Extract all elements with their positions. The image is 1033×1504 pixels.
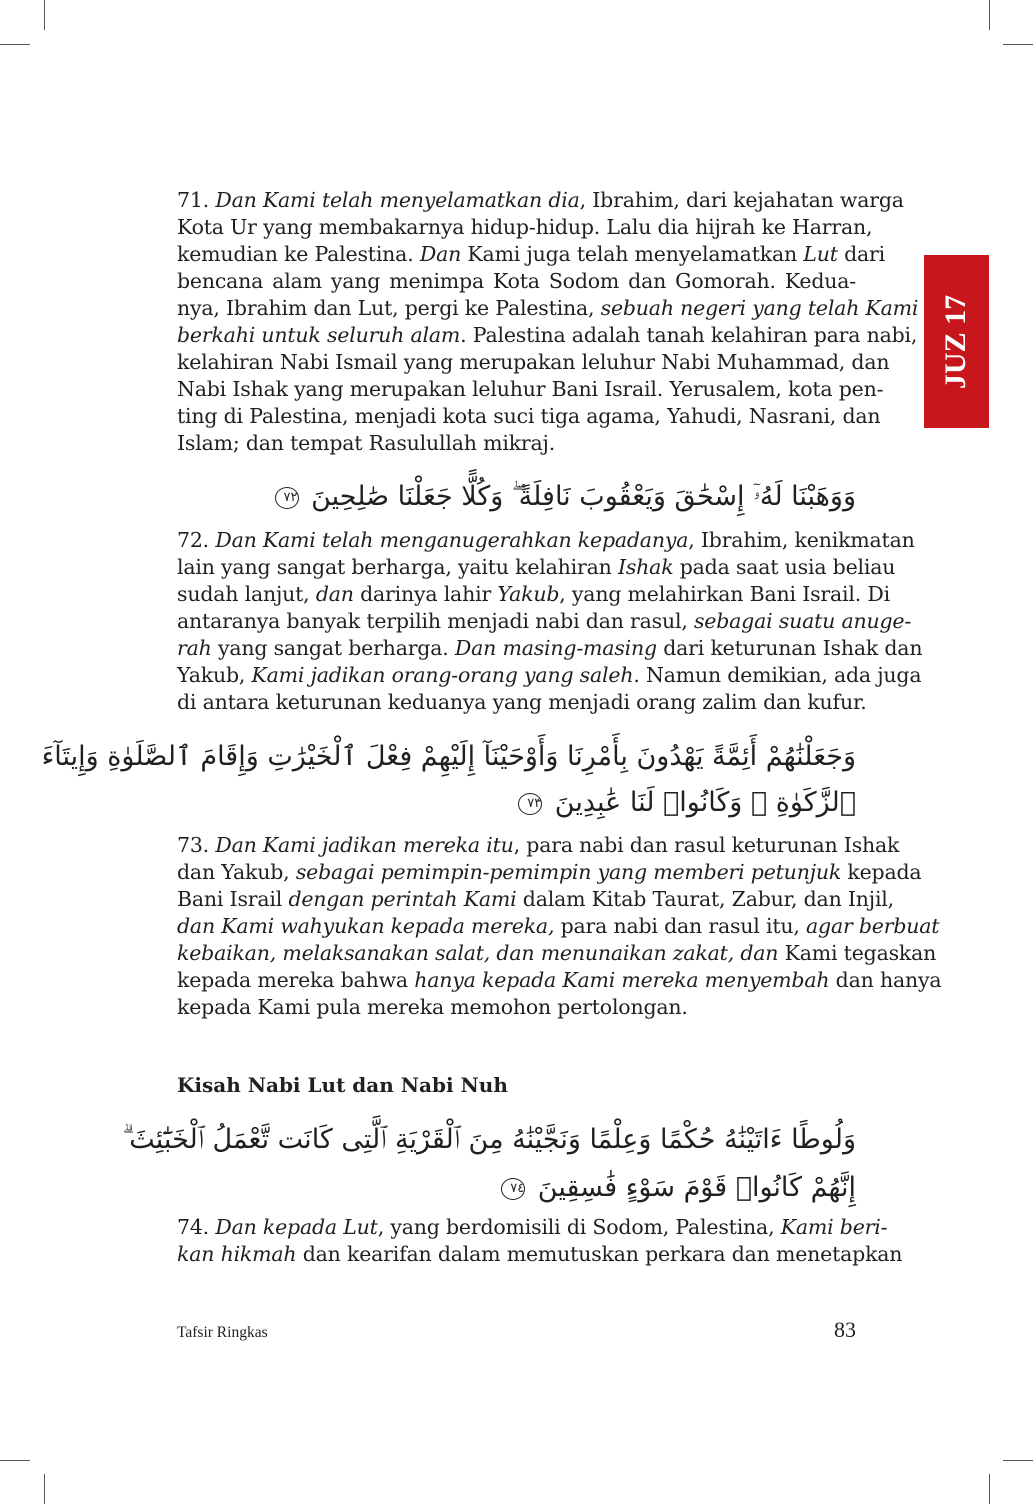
text: Islam; dan tempat Rasulullah mikraj.	[177, 431, 556, 455]
text: lain yang sangat berharga, yaitu kelahiran	[177, 555, 618, 579]
arabic-text: وَلُوطًا ءَاتَيْنَٰهُ حُكْمًا وَعِلْمًا وَنَجَّيْنَٰهُ مِنَ ٱلْقَرْيَةِ ٱلَّتِى كَانَت تَّعْمَلُ ٱلْخَبَٰٓئِثَ ۗ	[122, 1124, 856, 1155]
ayah-number: ٧٤	[501, 1178, 525, 1200]
text-line	[177, 187, 904, 214]
text: 73.	[177, 833, 216, 857]
italic-text: hanya kepada Kami mereka menyembah	[414, 968, 830, 992]
crop-mark	[989, 1474, 990, 1504]
text: nya, Ibrahim dan Lut, pergi ke Palestina,	[177, 296, 601, 320]
text: sudah lanjut,	[177, 582, 316, 606]
text: Bani Israil	[177, 887, 289, 911]
text: 71.	[177, 188, 216, 212]
text-line	[177, 376, 884, 403]
text: kelahiran Nabi Ismail yang merupakan leluhur Nabi Muhammad, dan	[177, 350, 890, 374]
text-line	[177, 940, 937, 967]
crop-mark	[0, 44, 30, 45]
text: Kami tegaskan	[778, 941, 937, 965]
text-line	[177, 886, 894, 913]
paragraph-verse-73	[177, 832, 942, 1021]
text-line	[177, 635, 923, 662]
text-line	[177, 403, 881, 430]
text: dan hanya	[829, 968, 942, 992]
text-line	[177, 662, 922, 689]
italic-text: Kami beri-	[780, 1215, 888, 1239]
italic-text: kebaikan, melaksanakan salat, dan menunaikan zakat, dan	[177, 941, 779, 965]
text: yang sangat berharga.	[211, 636, 455, 660]
italic-text: Dan kepada Lut	[215, 1215, 378, 1239]
text-line	[177, 913, 940, 940]
arabic-text: وَوَهَبْنَا لَهُۥٓ إِسْحَٰقَ وَيَعْقُوبَ نَافِلَةً ۖ وَكُلًّا جَعَلْنَا صَٰلِحِينَ	[311, 481, 856, 512]
text-line	[177, 295, 919, 322]
text: , yang berdomisili di Sodom, Palestina,	[377, 1215, 781, 1239]
arabic-verse-74-line2	[177, 1165, 856, 1211]
arabic-text: ٱلزَّكَوٰةِ ۖ وَكَانُوا۟ لَنَا عَٰبِدِينَ	[554, 787, 856, 818]
text: . Palestina adalah tanah kelahiran para nabi,	[460, 323, 918, 347]
text-line	[177, 241, 885, 268]
italic-text: rah	[177, 636, 212, 660]
text-line	[177, 268, 856, 295]
text-line	[177, 430, 856, 457]
text-line	[177, 322, 918, 349]
crop-mark	[44, 0, 45, 30]
text-line	[177, 214, 873, 241]
paragraph-verse-74	[177, 1214, 903, 1268]
text: pada saat usia beliau	[673, 555, 896, 579]
text-line	[177, 967, 942, 994]
italic-text: sebuah negeri yang telah Kami	[600, 296, 919, 320]
text: 72.	[177, 528, 216, 552]
italic-text: Dan Kami telah menyelamatkan dia	[215, 188, 580, 212]
crop-mark	[1003, 1460, 1033, 1461]
text: Kami juga telah menyelamatkan	[461, 242, 804, 266]
arabic-text: إِنَّهُمْ كَانُوا۟ قَوْمَ سَوْءٍ فَٰسِقِينَ	[537, 1172, 856, 1203]
text: Yakub,	[177, 663, 252, 687]
italic-text: Dan Kami jadikan mereka itu	[215, 833, 514, 857]
text-line	[177, 859, 922, 886]
footer-book-title: Tafsir Ringkas	[177, 1324, 268, 1341]
italic-text: Ishak	[617, 555, 674, 579]
paragraph-verse-71	[177, 187, 919, 457]
text: ting di Palestina, menjadi kota suci tiga agama, Yahudi, Nasrani, dan	[177, 404, 881, 428]
text: dari	[837, 242, 885, 266]
italic-text: dengan perintah Kami	[288, 887, 517, 911]
text: darinya lahir	[353, 582, 498, 606]
section-heading: Kisah Nabi Lut dan Nabi Nuh	[177, 1073, 508, 1097]
italic-text: agar berbuat	[806, 914, 940, 938]
text-line	[177, 527, 915, 554]
italic-text: dan	[315, 582, 354, 606]
text-line	[177, 1241, 903, 1268]
arabic-verse-73-line1	[41, 734, 856, 780]
text-line	[177, 581, 890, 608]
ayah-number: ٧٣	[518, 793, 542, 815]
crop-mark	[44, 1474, 45, 1504]
text-line	[177, 608, 912, 635]
text: , Ibrahim, kenikmatan	[688, 528, 915, 552]
italic-text: Dan	[419, 242, 462, 266]
text: di antara keturunan keduanya yang menjadi orang zalim dan kufur.	[177, 690, 867, 714]
text: kepada mereka bahwa	[177, 968, 415, 992]
italic-text: sebagai pemimpin-pemimpin yang memberi petunjuk	[295, 860, 842, 884]
text: antaranya banyak terpilih menjadi nabi dan rasul,	[177, 609, 694, 633]
text: kepada	[841, 860, 922, 884]
text-line	[177, 994, 856, 1021]
text-line	[177, 349, 890, 376]
arabic-verse-74-line1	[122, 1117, 856, 1163]
text: , yang melahirkan Bani Israil. Di	[559, 582, 890, 606]
arabic-text: وَجَعَلْنَٰهُمْ أَئِمَّةً يَهْدُونَ بِأَمْرِنَا وَأَوْحَيْنَآ إِلَيْهِمْ فِعْلَ ٱلْخَيْرَٰتِ وَإِقَامَ ٱلصَّلَوٰةِ وَإِيتَآءَ	[41, 741, 856, 772]
juz-side-tab	[924, 255, 989, 428]
page-number: 83	[834, 1317, 856, 1342]
text: dan Yakub,	[177, 860, 296, 884]
text: kemudian ke Palestina.	[177, 242, 420, 266]
text: , Ibrahim, dari kejahatan warga	[579, 188, 904, 212]
text-line	[177, 689, 867, 716]
italic-text: Yakub	[497, 582, 560, 606]
paragraph-verse-72	[177, 527, 923, 716]
italic-text: Kami jadikan orang-orang yang saleh	[251, 663, 634, 687]
italic-text: kan hikmah	[177, 1242, 297, 1266]
crop-mark	[0, 1460, 30, 1461]
text: dan kearifan dalam memutuskan perkara dan menetapkan	[296, 1242, 903, 1266]
juz-label: JUZ 17	[939, 294, 973, 389]
arabic-verse-73-line2	[177, 780, 856, 826]
italic-text: Dan masing-masing	[454, 636, 657, 660]
italic-text: sebagai suatu anuge-	[693, 609, 912, 633]
text: , para nabi dan rasul keturunan Ishak	[513, 833, 900, 857]
italic-text: berkahi untuk seluruh alam	[177, 323, 461, 347]
text: para nabi dan rasul itu,	[554, 914, 806, 938]
text: 74.	[177, 1215, 216, 1239]
text: dari keturunan Ishak dan	[656, 636, 923, 660]
italic-text: Dan Kami telah menganugerahkan kepadanya	[215, 528, 689, 552]
text-line	[177, 832, 900, 859]
text: bencana alam yang menimpa Kota Sodom dan Gomorah. Kedua-	[177, 269, 856, 293]
arabic-verse-72	[177, 474, 856, 520]
text: Kota Ur yang membakarnya hidup-hidup. Lalu dia hijrah ke Harran,	[177, 215, 873, 239]
text: dalam Kitab Taurat, Zabur, dan Injil,	[516, 887, 894, 911]
ayah-number: ٧٢	[275, 487, 299, 509]
text: Nabi Ishak yang merupakan leluhur Bani Israil. Yerusalem, kota pen-	[177, 377, 884, 401]
text: kepada Kami pula mereka memohon pertolongan.	[177, 995, 688, 1019]
text-line	[177, 1214, 888, 1241]
text-line	[177, 554, 896, 581]
italic-text: Lut	[803, 242, 838, 266]
text: . Namun demikian, ada juga	[633, 663, 922, 687]
italic-text: dan Kami wahyukan kepada mereka,	[177, 914, 555, 938]
crop-mark	[1003, 44, 1033, 45]
crop-mark	[989, 0, 990, 30]
